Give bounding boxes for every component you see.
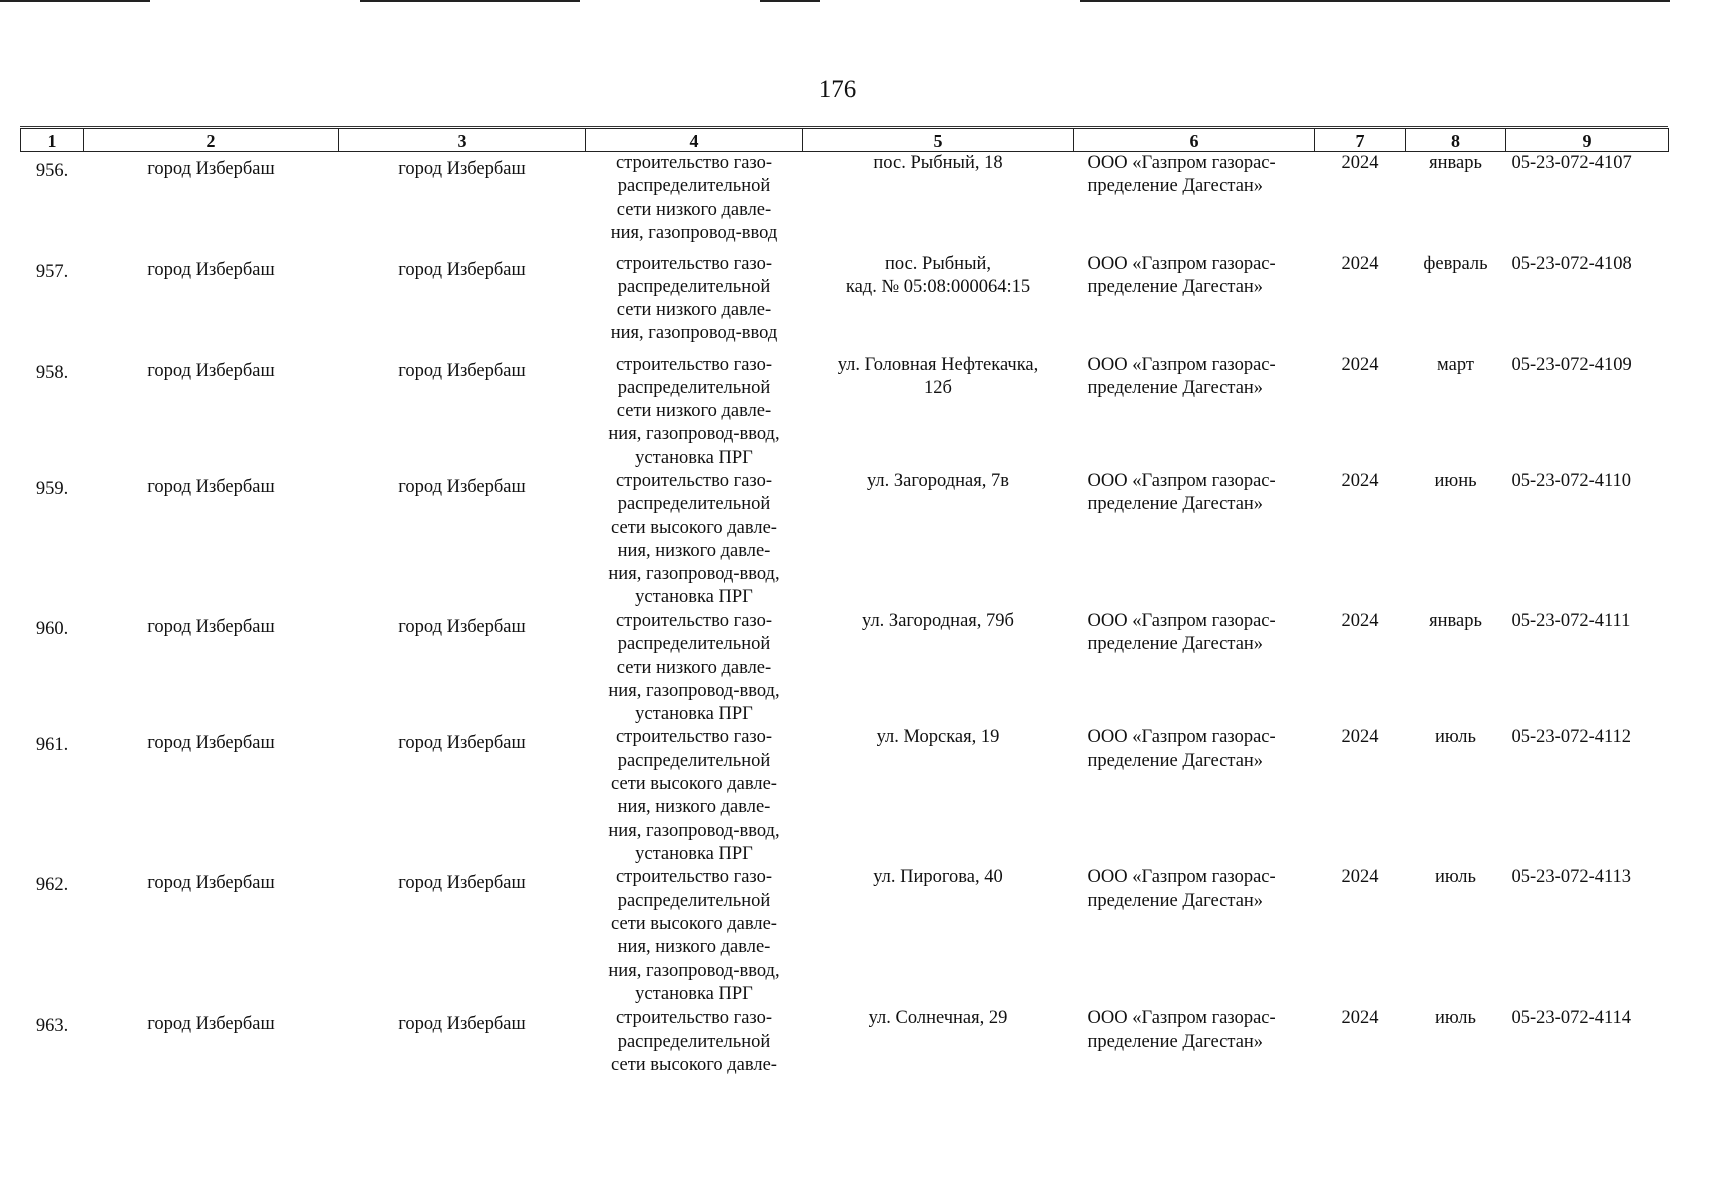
column-header-1: 1: [21, 129, 84, 152]
code-cell: 05-23-072-4114: [1511, 1008, 1632, 1029]
scan-edge-line: [360, 0, 580, 2]
settlement-cell: город Избербаш: [398, 476, 526, 497]
column-header-3: 3: [339, 129, 586, 152]
address-cell: ул. Солнечная, 29: [868, 1008, 1008, 1029]
address-cell: ул. Загородная, 7в: [866, 470, 1009, 491]
description-cell: строительство газо- распределительной сети высокого давле- ния, низкого давле- ния, газопровод-ввод, установка ПРГ: [608, 727, 780, 864]
municipality-cell: город Избербаш: [147, 360, 275, 381]
year-cell: 2024: [1341, 1008, 1379, 1029]
column-header-4: 4: [586, 129, 803, 152]
year-cell: 2024: [1341, 867, 1379, 888]
month-cell: март: [1437, 354, 1474, 375]
settlement-cell: город Избербаш: [398, 259, 526, 280]
code-cell: 05-23-072-4109: [1511, 354, 1632, 375]
municipality-cell: город Избербаш: [147, 873, 275, 894]
description-cell: строительство газо- распределительной сети высокого давле-: [611, 1008, 777, 1076]
header-row: [21, 129, 1669, 152]
address-cell: ул. Загородная, 79б: [862, 610, 1014, 631]
row-number: 958.: [35, 362, 69, 383]
address-cell: ул. Пирогова, 40: [873, 867, 1003, 888]
municipality-cell: город Избербаш: [147, 1014, 275, 1035]
table-row: [21, 152, 1669, 253]
settlement-cell: город Избербаш: [398, 733, 526, 754]
row-number: 963.: [35, 1016, 69, 1037]
row-number: 957.: [35, 261, 69, 282]
municipality-cell: город Избербаш: [147, 259, 275, 280]
table-row: [21, 354, 1669, 470]
description-cell: строительство газо- распределительной сети низкого давле- ния, газопровод-ввод: [610, 153, 778, 243]
table-row: [21, 470, 1669, 610]
month-cell: июнь: [1434, 470, 1477, 491]
table-row: [21, 610, 1669, 726]
table-body: [21, 152, 1669, 1088]
description-cell: строительство газо- распределительной сети низкого давле- ния, газопровод-ввод, установка ПРГ: [608, 354, 780, 468]
column-header-6: 6: [1074, 129, 1315, 152]
register-table-wrap: [20, 128, 1668, 1087]
code-cell: 05-23-072-4112: [1511, 727, 1632, 748]
organization-cell: ООО «Газпром газорас- пределение Дагестан»: [1087, 1008, 1276, 1052]
row-number: 962.: [35, 875, 69, 896]
address-cell: пос. Рыбный, кад. № 05:08:000064:15: [845, 253, 1031, 297]
code-cell: 05-23-072-4110: [1511, 470, 1632, 491]
row-number: 959.: [35, 478, 69, 499]
table-row: [21, 1007, 1669, 1087]
description-cell: строительство газо- распределительной сети низкого давле- ния, газопровод-ввод, установка ПРГ: [608, 610, 780, 725]
column-header-7: 7: [1315, 129, 1406, 152]
description-cell: строительство газо- распределительной сети высокого давле- ния, низкого давле- ния, газопровод-ввод, установка ПРГ: [608, 867, 780, 1004]
row-number: 961.: [35, 735, 69, 756]
organization-cell: ООО «Газпром газорас- пределение Дагестан»: [1087, 153, 1276, 197]
organization-cell: ООО «Газпром газорас- пределение Дагестан»: [1087, 354, 1276, 398]
organization-cell: ООО «Газпром газорас- пределение Дагестан»: [1087, 867, 1276, 911]
year-cell: 2024: [1341, 470, 1379, 491]
month-cell: январь: [1429, 610, 1482, 631]
organization-cell: ООО «Газпром газорас- пределение Дагестан»: [1087, 610, 1276, 655]
page-number: 176: [818, 76, 857, 103]
organization-cell: ООО «Газпром газорас- пределение Дагестан»: [1087, 253, 1276, 297]
row-number: 956.: [35, 161, 69, 181]
municipality-cell: город Избербаш: [147, 476, 275, 497]
municipality-cell: город Избербаш: [147, 616, 275, 637]
row-number: 960.: [35, 618, 69, 639]
scan-edge-line: [760, 0, 820, 2]
table-row: [21, 726, 1669, 866]
table-row: [21, 866, 1669, 1007]
table-row: [21, 253, 1669, 354]
settlement-cell: город Избербаш: [398, 616, 526, 637]
code-cell: 05-23-072-4111: [1511, 610, 1631, 631]
year-cell: 2024: [1341, 610, 1379, 631]
month-cell: июль: [1435, 727, 1476, 748]
code-cell: 05-23-072-4108: [1511, 253, 1632, 274]
scan-edge-line: [1080, 0, 1670, 2]
municipality-cell: город Избербаш: [147, 159, 275, 179]
column-header-8: 8: [1406, 129, 1506, 152]
column-header-9: 9: [1506, 129, 1669, 152]
code-cell: 05-23-072-4113: [1511, 867, 1632, 888]
column-header-2: 2: [84, 129, 339, 152]
organization-cell: ООО «Газпром газорас- пределение Дагестан»: [1087, 727, 1276, 771]
description-cell: строительство газо- распределительной сети низкого давле- ния, газопровод-ввод: [610, 253, 778, 344]
municipality-cell: город Избербаш: [147, 733, 275, 754]
code-cell: 05-23-072-4107: [1511, 153, 1632, 173]
month-cell: январь: [1429, 153, 1482, 173]
address-cell: ул. Головная Нефтекачка, 12б: [837, 354, 1039, 398]
description-cell: строительство газо- распределительной сети высокого давле- ния, низкого давле- ния, газопровод-ввод, установка ПРГ: [608, 470, 780, 608]
address-cell: ул. Морская, 19: [876, 727, 1000, 748]
month-cell: июль: [1435, 867, 1476, 888]
table-top-rule: [20, 126, 1668, 127]
organization-cell: ООО «Газпром газорас- пределение Дагестан»: [1087, 470, 1276, 515]
settlement-cell: город Избербаш: [398, 159, 526, 179]
year-cell: 2024: [1341, 153, 1379, 173]
month-cell: февраль: [1423, 253, 1488, 274]
settlement-cell: город Избербаш: [398, 873, 526, 894]
year-cell: 2024: [1341, 727, 1379, 748]
year-cell: 2024: [1341, 253, 1379, 274]
register-table: [20, 128, 1669, 1087]
month-cell: июль: [1435, 1008, 1476, 1029]
settlement-cell: город Избербаш: [398, 360, 526, 381]
year-cell: 2024: [1341, 354, 1379, 375]
scan-edge-line: [0, 0, 150, 2]
column-header-5: 5: [803, 129, 1074, 152]
settlement-cell: город Избербаш: [398, 1014, 526, 1035]
address-cell: пос. Рыбный, 18: [873, 153, 1003, 173]
